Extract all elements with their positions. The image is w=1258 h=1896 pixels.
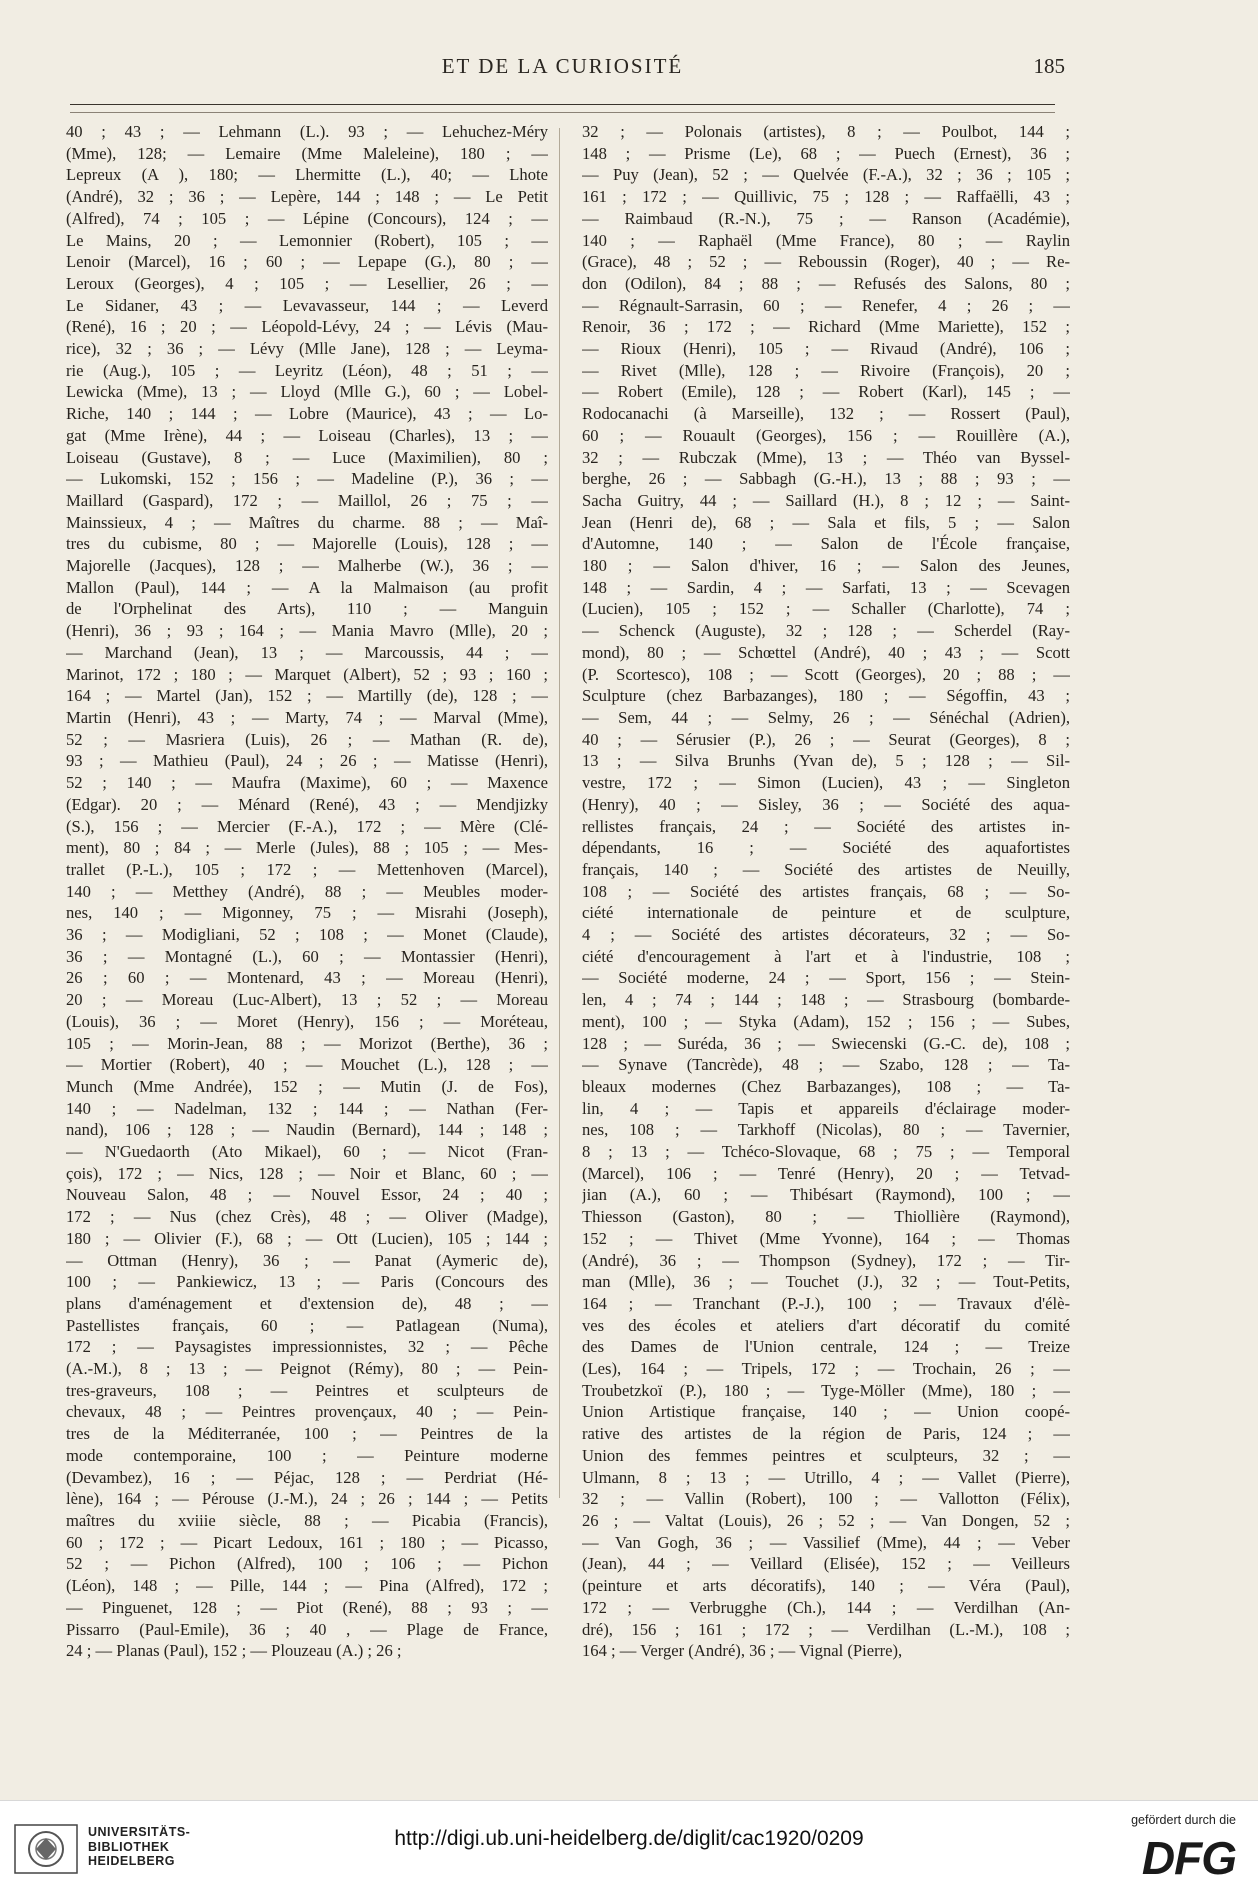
index-line: (Léon), 148 ; — Pille, 144 ; — Pina (Alfred), 172 ;: [66, 1576, 548, 1596]
index-line: Leroux (Georges), 4 ; 105 ; — Lesellier, 26 ; —: [66, 273, 548, 293]
index-line: Majorelle (Jacques), 128 ; — Malherbe (W.), 36 ; —: [66, 556, 548, 576]
header-rule-secondary: [70, 112, 1055, 113]
index-line: (René), 16 ; 20 ; — Léopold-Lévy, 24 ; — Lévis (Mau-: [66, 317, 548, 337]
index-line: Union des femmes peintres et sculpteurs, 32 ; —: [582, 1445, 1070, 1465]
index-line: 32 ; — Vallin (Robert), 100 ; — Vallotton (Félix),: [582, 1489, 1070, 1509]
index-line: don (Odilon), 84 ; 88 ; — Refusés des Salons, 80 ;: [582, 273, 1070, 293]
index-line: mode contemporaine, 100 ; — Peinture moderne: [66, 1445, 548, 1465]
index-line: man (Mlle), 36 ; — Touchet (J.), 32 ; — Tout-Petits,: [582, 1272, 1070, 1292]
index-line: mond), 80 ; — Schœttel (André), 40 ; 43 ; — Scott: [582, 642, 1070, 662]
index-line: Rodocanachi (à Marseille), 132 ; — Rossert (Paul),: [582, 404, 1070, 424]
index-line: 172 ; — Paysagistes impressionnistes, 32 ; — Pêche: [66, 1337, 548, 1357]
index-line: Lewicka (Mme), 13 ; — Lloyd (Mlle G.), 60 ; — Lobel-: [66, 382, 548, 402]
index-line: 36 ; — Montagné (L.), 60 ; — Montassier (Henri),: [66, 946, 548, 966]
funded-by-label: gefördert durch die: [1131, 1813, 1236, 1827]
index-line: 128 ; — Suréda, 36 ; — Swiecenski (G.-C. de), 108 ;: [582, 1033, 1070, 1053]
index-line: — N'Guedaorth (Ato Mikael), 60 ; — Nicot (Fran-: [66, 1142, 548, 1162]
index-line: ment), 100 ; — Styka (Adam), 152 ; 156 ; — Subes,: [582, 1011, 1070, 1031]
index-line: 26 ; 60 ; — Montenard, 43 ; — Moreau (Henri),: [66, 968, 548, 988]
index-line: (Mme), 128; — Lemaire (Mme Maleleine), 180 ; —: [66, 143, 548, 163]
index-line: (Devambez), 16 ; — Péjac, 128 ; — Perdriat (Hé-: [66, 1467, 548, 1487]
index-line: maîtres du xviiie siècle, 88 ; — Picabia (Francis),: [66, 1511, 548, 1530]
index-line: 20 ; — Moreau (Luc-Albert), 13 ; 52 ; — Moreau: [66, 990, 548, 1010]
index-line: — Schenck (Auguste), 32 ; 128 ; — Scherdel (Ray-: [582, 621, 1070, 641]
index-line: Pissarro (Paul-Emile), 36 ; 40 , — Plage de France,: [66, 1619, 548, 1639]
index-line: 180 ; — Olivier (F.), 68 ; — Ott (Lucien), 105 ; 144 ;: [66, 1228, 548, 1248]
index-line: çois), 172 ; — Nics, 128 ; — Noir et Blanc, 60 ; —: [66, 1163, 548, 1183]
index-line: nes, 140 ; — Migonney, 75 ; — Misrahi (Joseph),: [66, 903, 548, 923]
index-line: rice), 32 ; 36 ; — Lévy (Mlle Jane), 128 ; — Leyma-: [66, 339, 548, 359]
index-line: Le Sidaner, 43 ; — Levavasseur, 144 ; — Leverd: [66, 295, 548, 315]
index-line: 140 ; — Metthey (André), 88 ; — Meubles moder-: [66, 881, 548, 901]
index-line: (Edgar). 20 ; — Ménard (René), 43 ; — Mendjizky: [66, 794, 548, 814]
index-line: 180 ; — Salon d'hiver, 16 ; — Salon des Jeunes,: [582, 556, 1070, 576]
index-line: 36 ; — Modigliani, 52 ; 108 ; — Monet (Claude),: [66, 925, 548, 945]
index-line: Sacha Guitry, 44 ; — Saillard (H.), 8 ; 12 ; — Saint-: [582, 490, 1070, 510]
index-line: rie (Aug.), 105 ; — Leyritz (Léon), 48 ; 51 ; —: [66, 360, 548, 380]
index-line: trallet (P.-L.), 105 ; 172 ; — Mettenhoven (Marcel),: [66, 859, 548, 879]
index-line: Ulmann, 8 ; 13 ; — Utrillo, 4 ; — Vallet (Pierre),: [582, 1467, 1070, 1487]
index-line: dépendants, 16 ; — Société des aquafortistes: [582, 838, 1070, 858]
index-line: 161 ; 172 ; — Quillivic, 75 ; 128 ; — Raffaëlli, 43 ;: [582, 187, 1070, 207]
index-line: ves des écoles et ateliers d'art décoratif du comité: [582, 1315, 1070, 1335]
index-line: 140 ; — Raphaël (Mme France), 80 ; — Raylin: [582, 230, 1070, 250]
index-column-right: [582, 121, 1070, 1662]
index-line: 40 ; — Sérusier (P.), 26 ; — Seurat (Georges), 8 ;: [582, 729, 1070, 749]
index-line: — Rioux (Henri), 105 ; — Rivaud (André), 106 ;: [582, 339, 1070, 359]
index-line: Maillard (Gaspard), 172 ; — Maillol, 26 ; 75 ; —: [66, 490, 548, 510]
index-line: — Puy (Jean), 52 ; — Quelvée (F.-A.), 32 ; 36 ; 105 ;: [582, 165, 1070, 185]
index-line: nand), 106 ; 128 ; — Naudin (Bernard), 144 ; 148 ;: [66, 1120, 548, 1140]
index-line: des Dames de l'Union centrale, 124 ; — Treize: [582, 1337, 1070, 1357]
index-line: Mainssieux, 4 ; — Maîtres du charme. 88 ; — Maî-: [66, 512, 548, 532]
index-line: Renoir, 36 ; 172 ; — Richard (Mme Mariette), 152 ;: [582, 317, 1070, 337]
index-line: 108 ; — Société des artistes français, 68 ; — So-: [582, 881, 1070, 901]
index-line: — Pinguenet, 128 ; — Piot (René), 88 ; 93 ; —: [66, 1597, 548, 1617]
index-line: Le Mains, 20 ; — Lemonnier (Robert), 105 ; —: [66, 230, 548, 250]
index-line: 60 ; 172 ; — Picart Ledoux, 161 ; 180 ; — Picasso,: [66, 1532, 548, 1552]
index-line: Jean (Henri de), 68 ; — Sala et fils, 5 ; — Salon: [582, 512, 1070, 532]
permalink-url[interactable]: http://digi.ub.uni-heidelberg.de/diglit/cac1920/0209: [394, 1827, 864, 1850]
index-line: 164 ; — Verger (André), 36 ; — Vignal (Pierre),: [582, 1641, 903, 1661]
index-line: — Rivet (Mlle), 128 ; — Rivoire (François), 20 ;: [582, 360, 1070, 380]
index-line: Troubetzkoï (P.), 180 ; — Tyge-Möller (Mme), 180 ; —: [582, 1380, 1070, 1400]
university-line: BIBLIOTHEK: [88, 1839, 170, 1854]
index-line: Mallon (Paul), 144 ; — A la Malmaison (au profit: [66, 577, 548, 597]
index-line: (Henry), 40 ; — Sisley, 36 ; — Société des aqua-: [582, 794, 1070, 814]
index-line: — Robert (Emile), 128 ; — Robert (Karl), 145 ; —: [582, 382, 1070, 402]
index-line: tres du cubisme, 80 ; — Majorelle (Louis), 128 ; —: [66, 534, 548, 554]
index-line: (S.), 156 ; — Mercier (F.-A.), 172 ; — Mère (Clé-: [66, 816, 548, 836]
index-line: 172 ; — Nus (chez Crès), 48 ; — Oliver (Madge),: [66, 1207, 548, 1227]
index-line: Martin (Henri), 43 ; — Marty, 74 ; — Marval (Mme),: [66, 707, 548, 727]
index-line: (Lucien), 105 ; 152 ; — Schaller (Charlotte), 74 ;: [582, 599, 1070, 619]
university-line: HEIDELBERG: [88, 1854, 175, 1868]
index-line: 4 ; — Société des artistes décorateurs, 32 ; — So-: [582, 925, 1070, 945]
index-line: 164 ; — Tranchant (P.-J.), 100 ; — Travaux d'élè-: [582, 1293, 1070, 1313]
index-line: 140 ; — Nadelman, 132 ; 144 ; — Nathan (Fer-: [66, 1098, 548, 1118]
index-line: chevaux, 48 ; — Peintres provençaux, 40 ; — Pein-: [66, 1402, 548, 1422]
index-line: vestre, 172 ; — Simon (Lucien), 43 ; — Singleton: [582, 773, 1070, 793]
dfg-logo-icon: DFG: [1141, 1832, 1236, 1884]
index-column-left: [66, 121, 548, 1662]
index-line: 52 ; — Pichon (Alfred), 100 ; 106 ; — Pichon: [66, 1554, 548, 1574]
index-line: tres-graveurs, 108 ; — Peintres et sculpteurs de: [66, 1380, 548, 1400]
index-line: 8 ; 13 ; — Tchéco-Slovaque, 68 ; 75 ; — Temporal: [582, 1142, 1070, 1162]
index-line: (Jean), 44 ; — Veillard (Elisée), 152 ; — Veilleurs: [582, 1554, 1070, 1574]
index-line: len, 4 ; 74 ; 144 ; 148 ; — Strasbourg (bombarde-: [582, 990, 1070, 1010]
index-line: — Lukomski, 152 ; 156 ; — Madeline (P.), 36 ; —: [66, 469, 548, 489]
index-line: gat (Mme Irène), 44 ; — Loiseau (Charles), 13 ; —: [66, 425, 548, 445]
index-line: plans d'aménagement et d'extension de), 48 ; —: [66, 1293, 548, 1313]
index-line: Munch (Mme Andrée), 152 ; — Mutin (J. de Fos),: [66, 1076, 548, 1096]
index-line: 100 ; — Pankiewicz, 13 ; — Paris (Concours des: [66, 1272, 548, 1292]
index-line: dré), 156 ; 161 ; 172 ; — Verdilhan (L.-M.), 108 ;: [582, 1619, 1070, 1639]
index-line: (André), 36 ; — Thompson (Sydney), 172 ; — Tir-: [582, 1250, 1070, 1270]
index-line: (Alfred), 74 ; 105 ; — Lépine (Concours), 124 ; —: [66, 208, 548, 228]
index-line: (P. Scortesco), 108 ; — Scott (Georges), 20 ; 88 ; —: [582, 664, 1070, 684]
index-line: nes, 108 ; — Tarkhoff (Nicolas), 80 ; — Tavernier,: [582, 1120, 1070, 1140]
index-line: (Henri), 36 ; 93 ; 164 ; — Mania Mavro (Mlle), 20 ;: [66, 621, 548, 641]
index-line: — Van Gogh, 36 ; — Vassilief (Mme), 44 ; — Veber: [582, 1532, 1070, 1552]
index-line: 52 ; 140 ; — Maufra (Maxime), 60 ; — Maxence: [66, 773, 548, 793]
index-line: ciété internationale de peinture et de sculpture,: [582, 903, 1070, 923]
index-line: — Régnault-Sarrasin, 60 ; — Renefer, 4 ; 26 ; —: [582, 295, 1070, 315]
running-header: [60, 48, 1065, 82]
index-line: 32 ; — Rubczak (Mme), 13 ; — Théo van Byssel-: [582, 447, 1070, 467]
index-line: — Société moderne, 24 ; — Sport, 156 ; — Stein-: [582, 968, 1070, 988]
index-line: 13 ; — Silva Brunhs (Yvan de), 5 ; 128 ; — Sil-: [582, 751, 1070, 771]
index-line: Union Artistique française, 140 ; — Union coopé-: [582, 1402, 1070, 1422]
index-line: 52 ; — Masriera (Luis), 26 ; — Mathan (R. de),: [66, 729, 548, 749]
index-line: lène), 164 ; — Pérouse (J.-M.), 24 ; 26 ; 144 ; — Petits: [66, 1489, 548, 1509]
index-line: (Grace), 48 ; 52 ; — Reboussin (Roger), 40 ; — Re-: [582, 252, 1070, 272]
index-line: (Louis), 36 ; — Moret (Henry), 156 ; — Moréteau,: [66, 1011, 548, 1031]
index-line: bleaux modernes (Chez Barbazanges), 108 ; — Ta-: [582, 1076, 1070, 1096]
column-divider: [559, 128, 560, 1498]
index-line: berghe, 26 ; — Sabbagh (G.-H.), 13 ; 88 ; 93 ; —: [582, 469, 1070, 489]
index-line: Nouveau Salon, 48 ; — Nouvel Essor, 24 ; 40 ;: [66, 1185, 548, 1205]
index-line: (Les), 164 ; — Tripels, 172 ; — Trochain, 26 ; —: [582, 1359, 1070, 1379]
header-rule: [70, 104, 1055, 105]
index-line: ciété d'encouragement à l'art et à l'industrie, 108 ;: [582, 946, 1070, 966]
index-line: 26 ; — Valtat (Louis), 26 ; 52 ; — Van Dongen, 52 ;: [582, 1511, 1070, 1530]
index-line: 105 ; — Morin-Jean, 88 ; — Morizot (Berthe), 36 ;: [66, 1033, 548, 1053]
index-line: Loiseau (Gustave), 8 ; — Luce (Maximilien), 80 ;: [66, 447, 548, 467]
index-line: Riche, 140 ; 144 ; — Lobre (Maurice), 43 ; — Lo-: [66, 404, 548, 424]
index-line: — Raimbaud (R.-N.), 75 ; — Ranson (Académie),: [582, 208, 1070, 228]
index-line: (Marcel), 106 ; — Tenré (Henry), 20 ; — Tetvad-: [582, 1163, 1070, 1183]
index-line: 24 ; — Planas (Paul), 152 ; — Plouzeau (A.) ; 26 ;: [66, 1641, 402, 1661]
index-line: Lepreux (A ), 180; — Lhermitte (L.), 40; — Lhote: [66, 165, 548, 185]
index-line: jian (A.), 60 ; — Thibésart (Raymond), 100 ; —: [582, 1185, 1070, 1205]
index-line: Lenoir (Marcel), 16 ; 60 ; — Lepape (G.), 80 ; —: [66, 252, 548, 272]
index-line: ment), 80 ; 84 ; — Merle (Jules), 88 ; 105 ; — Mes-: [66, 838, 548, 858]
index-line: — Ottman (Henry), 36 ; — Panat (Aymeric de),: [66, 1250, 548, 1270]
index-line: (André), 32 ; 36 ; — Lepère, 144 ; 148 ; — Le Petit: [66, 187, 548, 207]
index-line: Thiesson (Gaston), 80 ; — Thiollière (Raymond),: [582, 1207, 1070, 1227]
index-line: 148 ; — Prisme (Le), 68 ; — Puech (Ernest), 36 ;: [582, 143, 1070, 163]
index-line: français, 140 ; — Société des artistes de Neuilly,: [582, 859, 1070, 879]
index-line: 60 ; — Rouault (Georges), 156 ; — Rouillère (A.),: [582, 425, 1070, 445]
index-line: Pastellistes français, 60 ; — Patlagean (Numa),: [66, 1315, 548, 1335]
index-line: — Mortier (Robert), 40 ; — Mouchet (L.), 128 ; —: [66, 1055, 548, 1075]
index-line: 164 ; — Martel (Jan), 152 ; — Martilly (de), 128 ; —: [66, 686, 548, 706]
index-line: 32 ; — Polonais (artistes), 8 ; — Poulbot, 144 ;: [582, 122, 1070, 141]
index-line: Marinot, 172 ; 180 ; — Marquet (Albert), 52 ; 93 ; 160 ;: [66, 664, 548, 684]
running-title: ET DE LA CURIOSITÉ: [441, 54, 684, 78]
index-line: de l'Orphelinat des Arts), 110 ; — Manguin: [66, 599, 548, 619]
index-line: lin, 4 ; — Tapis et appareils d'éclairage moder-: [582, 1098, 1070, 1118]
index-line: Sculpture (chez Barbazanges), 180 ; — Ségoffin, 43 ;: [582, 686, 1070, 706]
index-line: — Sem, 44 ; — Selmy, 26 ; — Sénéchal (Adrien),: [582, 707, 1070, 727]
index-line: (peinture et arts décoratifs), 140 ; — Véra (Paul),: [582, 1576, 1070, 1596]
index-line: (A.-M.), 8 ; 13 ; — Peignot (Rémy), 80 ; — Pein-: [66, 1359, 548, 1379]
university-line: UNIVERSITÄTS-: [88, 1825, 191, 1839]
index-line: 40 ; 43 ; — Lehmann (L.). 93 ; — Lehuchez-Méry: [66, 122, 548, 141]
index-line: rative des artistes de la région de Paris, 124 ; —: [582, 1424, 1070, 1444]
index-line: — Synave (Tancrède), 48 ; — Szabo, 128 ; — Ta-: [582, 1055, 1070, 1075]
digitization-footer: [0, 1800, 1258, 1896]
index-line: 148 ; — Sardin, 4 ; — Sarfati, 13 ; — Scevagen: [582, 577, 1070, 597]
page-number: 185: [1033, 54, 1065, 78]
index-line: — Marchand (Jean), 13 ; — Marcoussis, 44 ; —: [66, 642, 548, 662]
index-line: 93 ; — Mathieu (Paul), 24 ; 26 ; — Matisse (Henri),: [66, 751, 548, 771]
index-line: 152 ; — Thivet (Mme Yvonne), 164 ; — Thomas: [582, 1228, 1070, 1248]
index-line: d'Automne, 140 ; — Salon de l'École française,: [582, 534, 1070, 554]
index-line: 172 ; — Verbrugghe (Ch.), 144 ; — Verdilhan (An-: [582, 1597, 1070, 1617]
index-line: rellistes français, 24 ; — Société des artistes in-: [582, 816, 1070, 836]
index-line: tres de la Méditerranée, 100 ; — Peintres de la: [66, 1424, 548, 1444]
